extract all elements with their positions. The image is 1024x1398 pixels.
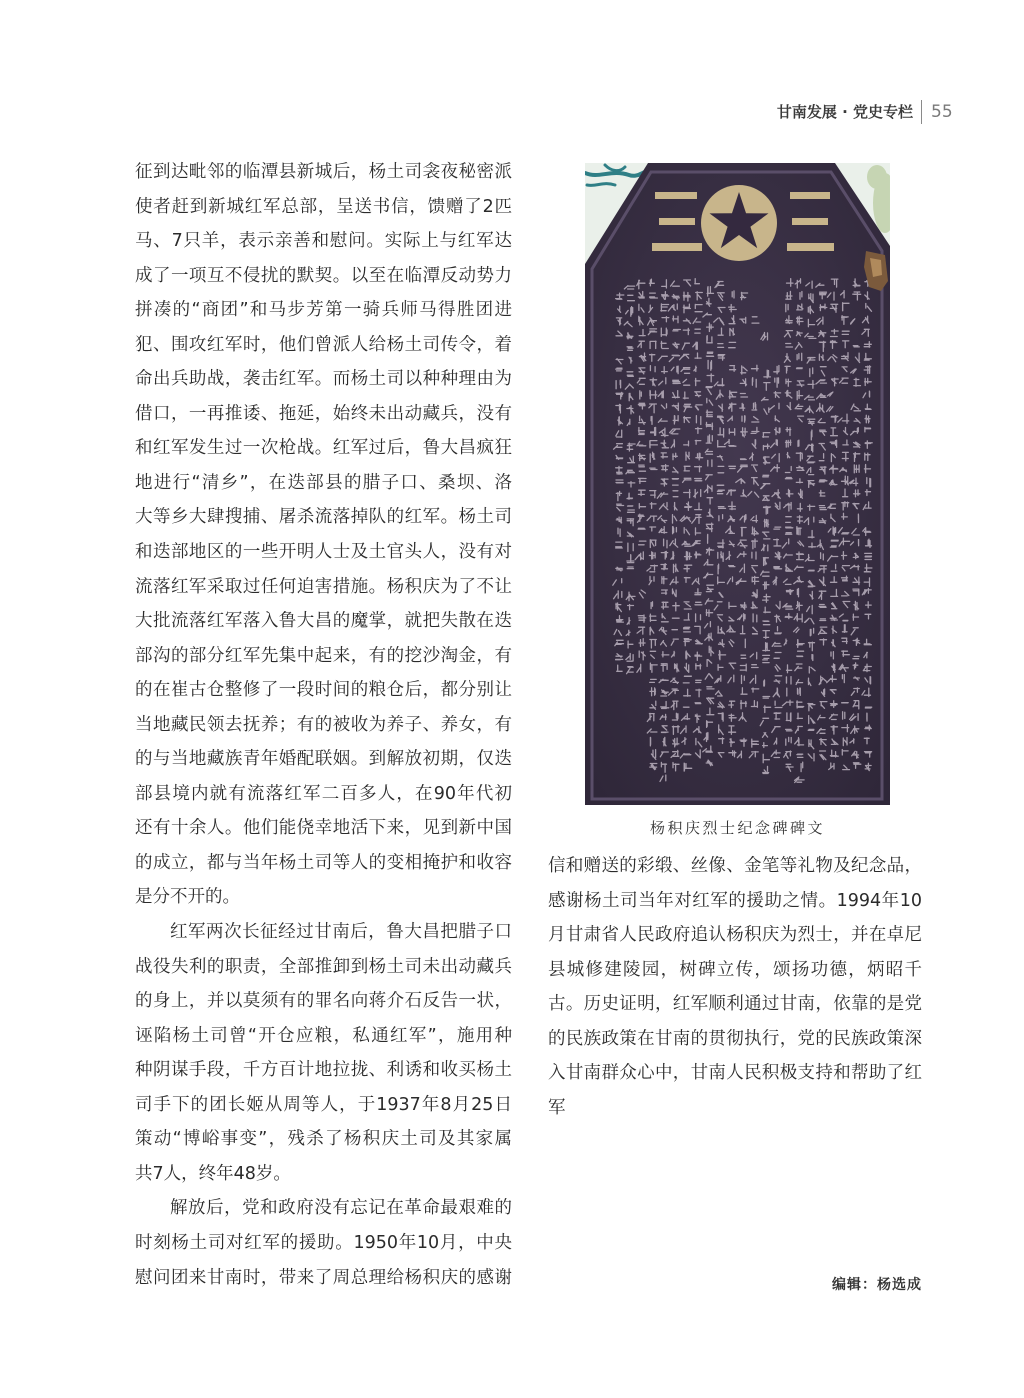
figure-caption: 杨积庆烈士纪念碑碑文	[649, 819, 825, 837]
section-title: 甘南发展 · 党史专栏	[776, 103, 913, 121]
text-line: 感谢杨土司当年对红军的援助之情。1994年10	[548, 890, 922, 911]
emblem-bar	[790, 192, 830, 199]
emblem-bar	[655, 192, 697, 199]
text-line: 地进行“清乡”，在迭部县的腊子口、桑坝、洛	[135, 472, 512, 493]
branch	[587, 184, 615, 186]
text-line: 部县境内就有流落红军二百多人，在90年代初	[135, 783, 512, 804]
text-line: 的在崔古仓整修了一段时间的粮仓后，都分别让	[135, 680, 512, 701]
text-line: 和迭部地区的一些开明人士及土官头人，没有对	[135, 542, 512, 563]
text-line: 信和赠送的彩缎、丝像、金笔等礼物及纪念品，	[548, 856, 922, 876]
emblem-bar	[792, 218, 828, 225]
text-line: 是分不开的。	[135, 887, 240, 908]
text-line: 诬陷杨土司曾“开仓应粮，私通红军”，施用种	[135, 1025, 512, 1046]
text-line: 拼凑的“商团”和马步芳第一骑兵师马得胜团进	[135, 300, 512, 321]
text-line: 古。历史证明，红军顺利通过甘南，依靠的是党	[548, 994, 922, 1015]
right-text-column	[548, 849, 922, 1125]
left-text-column	[135, 155, 512, 1295]
text-line: 使者赶到新城红军总部，呈送书信，馈赠了2匹	[135, 196, 512, 217]
text-line: 大等乡大肆搜捕、屠杀流落掉队的红军。杨土司	[135, 507, 512, 528]
text-line: 入甘南群众心中，甘南人民积极支持和帮助了红	[548, 1063, 922, 1084]
text-line: 种阴谋手段，千方百计地拉拢、利诱和收买杨土	[135, 1060, 512, 1081]
text-line: 月甘肃省人民政府追认杨积庆为烈士，并在卓尼	[548, 925, 922, 946]
header-divider	[921, 100, 922, 124]
text-line: 的民族政策在甘南的贯彻执行，党的民族政策深	[548, 1028, 922, 1049]
emblem-bar	[652, 243, 702, 251]
emblem-bar	[787, 243, 834, 251]
text-line: 马、7只羊，表示亲善和慰问。实际上与红军达	[135, 231, 512, 252]
stele-photo	[585, 163, 890, 805]
text-line: 征到达毗邻的临潭县新城后，杨土司衾夜秘密派	[135, 162, 512, 182]
text-line: 流落红军采取过任何迫害措施。杨积庆为了不让	[135, 576, 512, 597]
paragraph	[135, 155, 512, 915]
text-line: 时刻杨土司对红军的援助。1950年10月，中央	[135, 1232, 512, 1253]
text-line: 部沟的部分红军先集中起来，有的挖沙淘金，有	[135, 645, 512, 666]
text-line: 策动“博峪事变”，残杀了杨积庆土司及其家属	[135, 1129, 512, 1150]
text-line: 还有十余人。他们能侥幸地活下来，见到新中国	[135, 818, 512, 839]
text-line: 慰问团来甘南时，带来了周总理给杨积庆的感谢	[135, 1267, 512, 1288]
text-line: 共7人，终年48岁。	[135, 1163, 291, 1184]
text-line: 的成立，都与当年杨土司等人的变相掩护和收容	[135, 852, 512, 873]
paragraph	[548, 849, 922, 1125]
text-line: 和红军发生过一次枪战。红军过后，鲁大昌疯狂	[135, 438, 512, 459]
text-line: 的与当地藏族青年婚配联姻。到解放初期，仅迭	[135, 749, 512, 770]
editor-credit: 编辑：杨选成	[832, 1277, 922, 1293]
text-line: 的身上，并以莫须有的罪名向蒋介石反告一状，	[135, 991, 512, 1012]
text-line: 解放后，党和政府没有忘记在革命最艰难的	[170, 1198, 512, 1219]
text-line: 命出兵助战，袭击红军。而杨土司以种种理由为	[135, 369, 512, 390]
text-line: 大批流落红军落入鲁大昌的魔掌，就把失散在迭	[135, 611, 512, 632]
text-line: 司手下的团长姬从周等人，于1937年8月25日	[135, 1094, 512, 1115]
page-number: 55	[931, 102, 953, 122]
text-line: 犯、围攻红军时，他们曾派人给杨土司传令，着	[135, 334, 512, 355]
foliage-clump	[867, 165, 887, 189]
text-line: 当地藏民领去抚养；有的被收为养子、养女，有	[135, 714, 512, 735]
text-line: 红军两次长征经过甘南后，鲁大昌把腊子口	[170, 922, 512, 943]
text-line: 借口，一再推诿、拖延，始终未出动藏兵，没有	[135, 403, 512, 424]
text-line: 县城修建陵园，树碑立传，颂扬功德，炳昭千	[548, 959, 922, 980]
paragraph	[135, 1191, 512, 1295]
paragraph	[135, 915, 512, 1191]
text-line: 成了一项互不侵扰的默契。以至在临潭反动势力	[135, 265, 512, 286]
text-line: 军	[548, 1097, 566, 1118]
emblem-bar	[659, 218, 695, 225]
text-line: 战役失利的职责，全部推卸到杨土司未出动藏兵	[135, 956, 512, 977]
